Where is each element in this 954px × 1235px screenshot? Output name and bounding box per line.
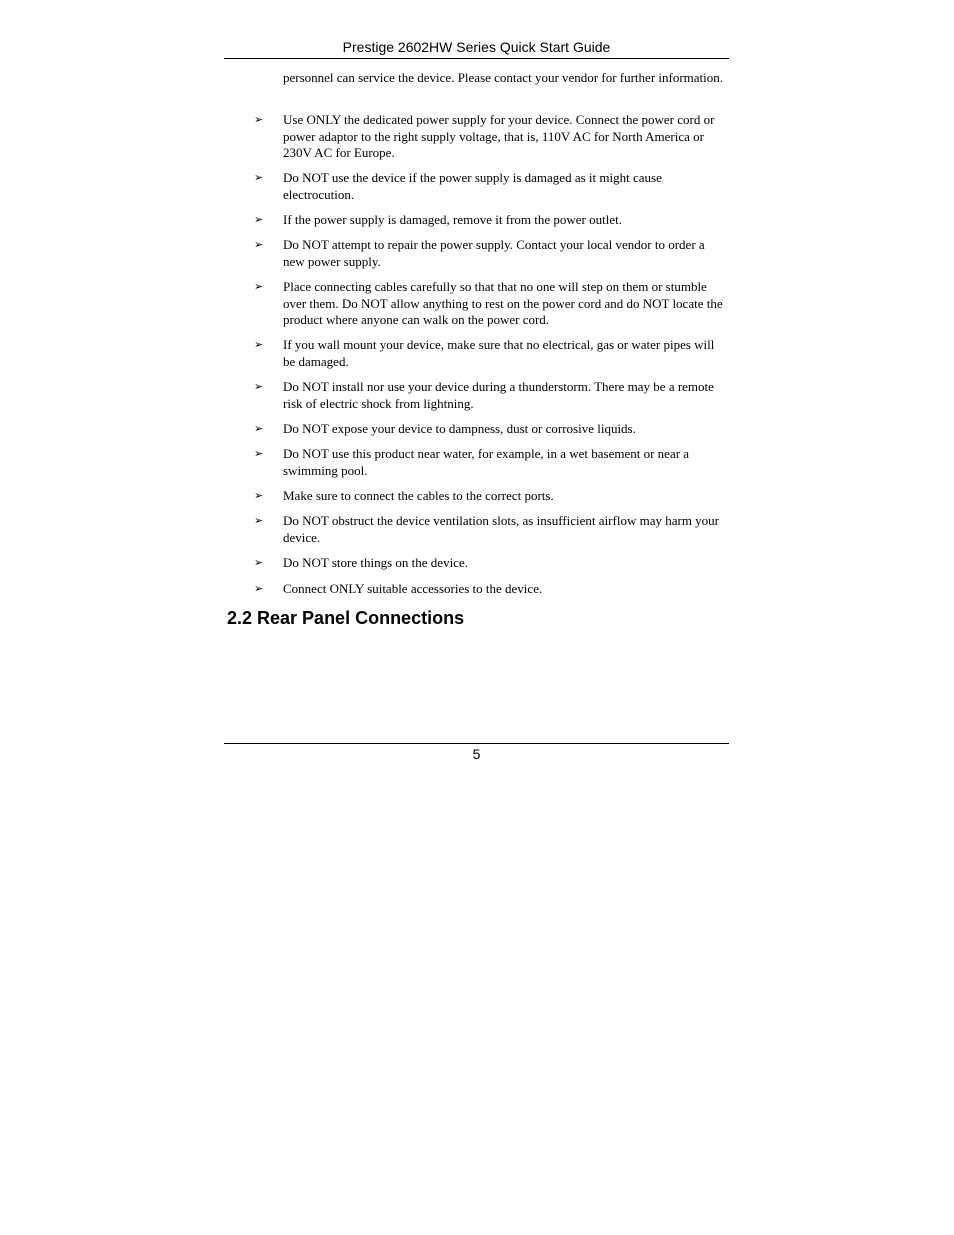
arrow-bullet-icon: ➢ [254, 581, 264, 595]
section-heading: 2.2 Rear Panel Connections [227, 608, 465, 628]
list-item [254, 446, 729, 479]
list-item-text: Do NOT use this product near water, for example, in a wet basement or near a swimming pool. [283, 446, 690, 478]
list-item [254, 513, 729, 546]
list-item [254, 488, 729, 505]
list-item [254, 379, 729, 412]
safety-bullet-list [254, 112, 729, 606]
list-item [254, 237, 729, 270]
arrow-bullet-icon: ➢ [254, 238, 264, 252]
list-item-text: Do NOT store things on the device. [283, 555, 468, 571]
list-item-text: Do NOT expose your device to dampness, dust or corrosive liquids. [283, 421, 636, 437]
arrow-bullet-icon: ➢ [254, 213, 264, 227]
list-item-text: Use ONLY the dedicated power supply for your device. Connect the power cord or power adaptor to the right supply voltage, that is, 110V AC for North America or 230V AC for Europe. [283, 112, 715, 160]
list-item-text: Do NOT use the device if the power supply is damaged as it might cause electrocution. [283, 170, 662, 202]
list-item [254, 555, 729, 572]
list-item [254, 112, 729, 162]
arrow-bullet-icon: ➢ [254, 380, 264, 394]
arrow-bullet-icon: ➢ [254, 171, 264, 185]
arrow-bullet-icon: ➢ [254, 514, 264, 528]
list-item-text: Do NOT obstruct the device ventilation slots, as insufficient airflow may harm your device. [283, 513, 720, 545]
arrow-bullet-icon: ➢ [254, 338, 264, 352]
page-number: 5 [472, 746, 481, 762]
continuation-paragraph: personnel can service the device. Please contact your vendor for further information. [283, 70, 724, 85]
list-item [254, 337, 729, 370]
list-item [254, 170, 729, 203]
list-item-text: If the power supply is damaged, remove it from the power outlet. [283, 212, 622, 228]
arrow-bullet-icon: ➢ [254, 280, 264, 294]
header-rule [224, 58, 729, 59]
running-header-title: Prestige 2602HW Series Quick Start Guide [342, 39, 611, 55]
arrow-bullet-icon: ➢ [254, 422, 264, 436]
arrow-bullet-icon: ➢ [254, 489, 264, 503]
list-item [254, 212, 729, 229]
footer-rule [224, 743, 729, 744]
list-item [254, 421, 729, 438]
list-item-text: Do NOT attempt to repair the power supply. Contact your local vendor to order a new power supply. [283, 237, 705, 269]
arrow-bullet-icon: ➢ [254, 447, 264, 461]
list-item [254, 581, 729, 598]
arrow-bullet-icon: ➢ [254, 113, 264, 126]
list-item-text: Do NOT install nor use your device during a thunderstorm. There may be a remote risk of electric shock from lightning. [283, 379, 714, 411]
list-item-text: Make sure to connect the cables to the correct ports. [283, 488, 554, 504]
list-item-text: If you wall mount your device, make sure that no electrical, gas or water pipes will be damaged. [283, 337, 715, 369]
list-item-text: Connect ONLY suitable accessories to the device. [283, 580, 543, 596]
arrow-bullet-icon: ➢ [254, 556, 264, 570]
list-item [254, 279, 729, 329]
list-item-text: Place connecting cables carefully so that that no one will step on them or stumble over them. Do NOT allow anything to rest on the power cord and do NOT locate the product where anyone can walk on the power cord. [283, 279, 723, 328]
